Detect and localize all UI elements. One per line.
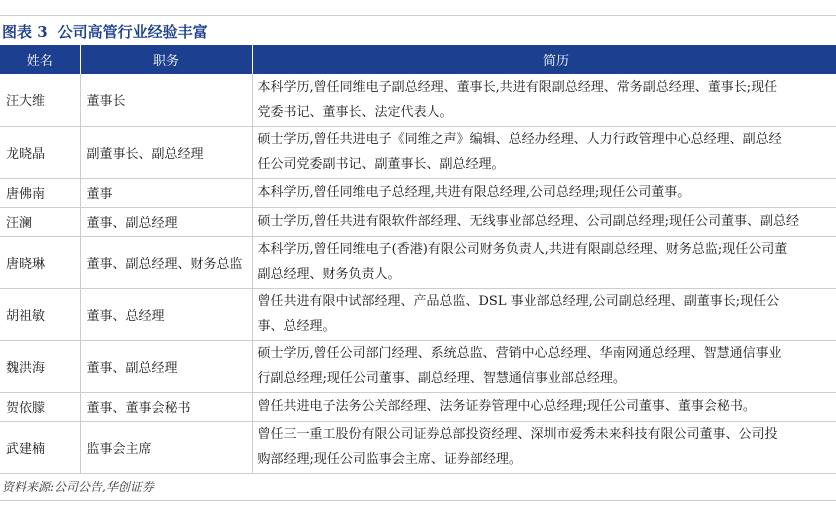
figure-caption [2, 21, 218, 43]
resume-line: 曾任共进有限中试部经理、产品总监、DSL 事业部总经理,公司副总经理、副董事长;现任公 [257, 294, 780, 309]
header-name: 姓名 [0, 45, 80, 74]
cell-resume [252, 74, 836, 126]
source-note: 资料来源:公司公告,华创证券 [2, 480, 154, 494]
resume-line: 硕士学历,曾任公司部门经理、系统总监、营销中心总经理、华南网通总经理、智慧通信事业 [257, 346, 782, 361]
table-row [0, 288, 836, 340]
resume-line: 本科学历,曾任同维电子副总经理、董事长,共进有限副总经理、常务副总经理、董事长;现任 [257, 79, 778, 95]
cell-position: 董事、副总经理、财务总监 [80, 236, 252, 288]
cell-position: 董事、总经理 [80, 288, 252, 340]
table-row [0, 392, 836, 421]
top-rule [0, 15, 836, 16]
cell-name: 汪澜 [0, 207, 80, 236]
cell-resume [252, 392, 836, 421]
cell-position: 监事会主席 [80, 421, 252, 473]
resume-line: 本科学历,曾任同维电子总经理,共进有限总经理,公司总经理;现任公司董事。 [257, 185, 691, 200]
resume-line: 事、总经理。 [257, 319, 336, 334]
cell-resume [252, 421, 836, 473]
resume-line: 曾任三一重工股份有限公司证券总部投资经理、深圳市爱秀未来科技有限公司董事、公司投 [257, 427, 778, 442]
table-row [0, 340, 836, 392]
cell-position: 董事、董事会秘书 [80, 392, 252, 421]
table-row [0, 74, 836, 126]
executives-table [0, 45, 836, 474]
resume-line: 购部经理;现任公司监事会主席、证券部经理。 [257, 452, 522, 467]
cell-resume [252, 288, 836, 340]
table-row [0, 236, 836, 288]
cell-resume [252, 178, 836, 207]
resume-line: 副总经理、财务负责人。 [257, 267, 401, 282]
resume-line: 行副总经理;现任公司董事、副总经理、智慧通信事业部总经理。 [257, 371, 626, 386]
bottom-rule [0, 500, 836, 501]
cell-resume [252, 236, 836, 288]
cell-resume [252, 340, 836, 392]
cell-name: 贺依朦 [0, 392, 80, 421]
cell-name: 胡祖敏 [0, 288, 80, 340]
cell-position: 董事、副总经理 [80, 340, 252, 392]
figure-title: 公司高管行业经验丰富 [57, 23, 208, 41]
table-row [0, 207, 836, 236]
table-row [0, 126, 836, 178]
cell-position: 董事、副总经理 [80, 207, 252, 236]
cell-position: 董事 [80, 178, 252, 207]
cell-name: 龙晓晶 [0, 126, 80, 178]
figure-label: 图表 3 [2, 23, 48, 41]
resume-line: 硕士学历,曾任共进电子《同维之声》编辑、总经办经理、人力行政管理中心总经理、副总经 [257, 132, 782, 147]
resume-line: 任公司党委副书记、副董事长、副总经理。 [257, 157, 505, 172]
table-row [0, 421, 836, 473]
resume-line: 本科学历,曾任同维电子(香港)有限公司财务负责人,共进有限副总经理、财务总监;现任公司董 [257, 242, 788, 257]
resume-line: 硕士学历,曾任共进有限软件部经理、无线事业部总经理、公司副总经理;现任公司董事、副总经 [257, 214, 800, 229]
cell-name: 魏洪海 [0, 340, 80, 392]
cell-resume [252, 207, 836, 236]
cell-name: 武建楠 [0, 421, 80, 473]
header-position: 职务 [80, 45, 252, 74]
cell-resume [252, 126, 836, 178]
cell-name: 唐佛南 [0, 178, 80, 207]
resume-line: 曾任共进电子法务公关部经理、法务证券管理中心总经理;现任公司董事、董事会秘书。 [257, 399, 756, 414]
cell-position: 副董事长、副总经理 [80, 126, 252, 178]
table-row [0, 178, 836, 207]
cell-name: 唐晓琳 [0, 236, 80, 288]
resume-line: 党委书记、董事长、法定代表人。 [257, 104, 453, 120]
table-header-row [0, 45, 836, 74]
cell-position: 董事长 [80, 74, 252, 126]
header-resume: 简历 [252, 45, 836, 74]
cell-name: 汪大维 [0, 74, 80, 126]
